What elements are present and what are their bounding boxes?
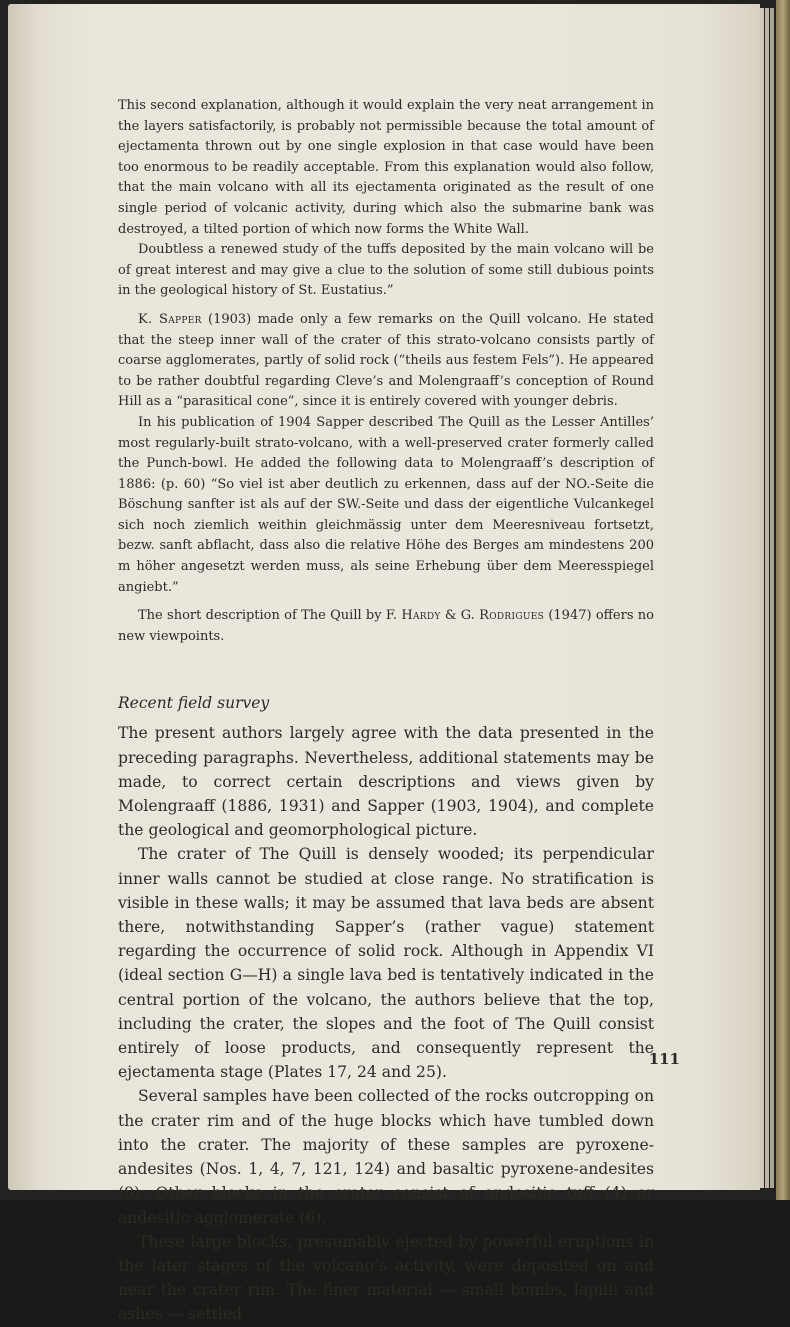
paragraph: This second explanation, although it would explain the very neat arrangement in the layers satisfactorily, is probably not permissible because the total amount of ejectamenta thrown out by one single explosion in that case would have been too enormous to be readily acceptable. From this explanation would also follow, that the main volcano with all its ejectamenta originated as the result of one single period of volcanic activity, during which also the submarine bank was destroyed, a tilted portion of which now forms the White Wall. <box>118 98 654 237</box>
paragraph: These large blocks, presumably ejected by powerful eruptions in the later stages of the volcano’s activity, were deposited on and near the crater rim. The finer material — small bombs, lapilli and ashes — settled <box>118 1232 654 1324</box>
text-run: & G. <box>440 608 480 624</box>
text-run: The short description of The Quill by F. <box>138 608 402 624</box>
paragraph: The present authors largely agree with the data presented in the preceding paragraphs. Nevertheless, additional statements may be made, to correct certain descriptions and views given by Molengraaff (1886, 1931) and Sapper (1903, 1904), and complete the geological and geomorphological picture. <box>118 724 654 840</box>
page-text <box>118 96 654 1327</box>
paragraph: Doubtless a renewed study of the tuffs deposited by the main volcano will be of great interest and may give a clue to the solution of some still dubious points in the geological history of St. Eustatius.” <box>118 242 654 299</box>
book-cover-edge <box>776 0 790 1200</box>
paragraph-hardy <box>118 606 654 647</box>
paragraph-sapper-1904: In his publication of 1904 Sapper described The Quill as the Lesser Antilles’ most regularly-built strato-volcano, with a well-preserved crater formerly called the Punch-bowl. He added the following data to Molengraaff’s description of 1886: (p. 60) “So viel ist aber deutlich zu erkennen, dass auf der NO.-Seite die Böschung sanfter ist als auf der SW.-Seite und dass der eigentliche Vulcankegel sich noch ziemlich weithin gleichmässig unter dem Meeresniveau fortsetzt, bezw. sanft abflacht, dass also die relative Höhe des Berges am mindestens 200 m höher angesetzt werden muss, als seine Erhebung über dem Meeresspiegel angiebt.” <box>118 414 654 595</box>
paragraph: The crater of The Quill is densely wooded; its perpendicular inner walls cannot be studied at close range. No stratification is visible in these walls; it may be assumed that lava beds are absent there, notwithstanding Sapper’s (rather vague) statement regarding the occurrence of solid rock. Although in Appendix VI (ideal section G—H) a single lava bed is tentatively indicated in the central portion of the volcano, the authors believe that the top, including the crater, the slopes and the foot of The Quill consist entirely of loose products, and consequently represent the ejectamenta stage (Plates 17, 24 and 25). <box>118 845 654 1082</box>
main-section <box>118 721 654 1326</box>
author-name: Rodrigues <box>479 608 545 624</box>
quoted-section <box>118 96 654 647</box>
paragraph-body: (1903) made only a few remarks on the Quill volcano. He stated that the steep inner wall of the crater of this strato-volcano consists partly of coarse agglomerates, partly of solid rock (“theils aus festem Fels”). He appeared to be rather doubtful regarding Cleve’s and Molengraaff’s conception of Round Hill as a “parasitical cone”, since it is entirely covered with younger debris. <box>118 311 654 410</box>
text-run: (1947) offers no new viewpoints. <box>118 608 654 644</box>
author-name: K. Sapper <box>138 311 202 327</box>
page-edge <box>760 8 764 1188</box>
page-number: 111 <box>648 1050 680 1068</box>
paragraph-sapper-1903 <box>118 310 654 413</box>
page-edge <box>765 8 769 1188</box>
section-heading: Recent field survey <box>118 694 270 713</box>
paragraph: Several samples have been collected of the rocks outcropping on the crater rim and of the huge blocks which have tumbled down into the crater. The majority of these samples are pyroxene-andesites (Nos. 1, 4, 7, 121, 124) and basaltic pyroxene-andesites (9). Other blocks in the crater consist of andesitic tuff (4) or andesitic agglomerate (6). <box>118 1087 654 1227</box>
author-name: Hardy <box>401 608 441 624</box>
page-edge <box>770 8 774 1188</box>
